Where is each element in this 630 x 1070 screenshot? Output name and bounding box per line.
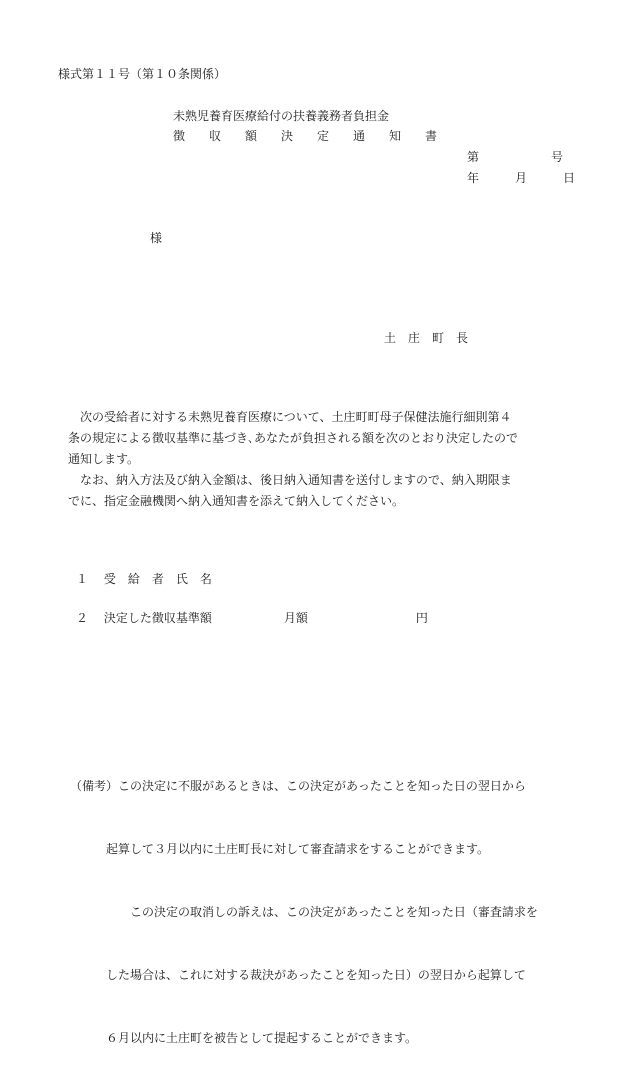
remarks-line: ６月以内に土庄町を被告として提起することができます。 [70, 1031, 418, 1045]
body-line: 条の規定による徴収基準に基づき､あなたが負担される額を次のとおり決定したので [68, 431, 519, 445]
recipient-honorific: 様 [150, 231, 163, 245]
item-collection-amount: ２ 決定した徴収基準額 月額 円 [76, 611, 428, 625]
document-date: 年 月 日 [467, 171, 576, 185]
body-line: 通知します。 [68, 452, 140, 466]
body-line: でに、指定金融機関へ納入通知書を添えて納入してください。 [68, 494, 405, 508]
notice-body [68, 407, 588, 512]
item-recipient-name: １ 受 給 者 氏 名 [76, 572, 212, 586]
document-title-line1: 未熟児養育医療給付の扶養義務者負担金 [173, 109, 390, 123]
document-number: 第 号 [467, 150, 564, 164]
remarks-line: （備考）この決定に不服があるときは、この決定があったことを知った日の翌日から [70, 779, 526, 793]
remarks-line: この決定の取消しの訴えは、この決定があったことを知った日（審査請求を [70, 905, 538, 919]
document-title-line2: 徴 収 額 決 定 通 知 書 [173, 129, 438, 143]
remarks-line: 起算して３月以内に土庄町長に対して審査請求をすることができます。 [70, 842, 490, 856]
body-line: なお、納入方法及び納入金額は、後日納入通知書を送付しますので、納入期限ま [68, 473, 512, 487]
remarks-line: した場合は、これに対する裁決があったことを知った日）の翌日から起算して [70, 968, 526, 982]
form-number: 様式第１１号（第１０条関係） [58, 67, 227, 81]
body-line: 次の受給者に対する未熟児養育医療について、土庄町町母子保健法施行細則第４ [68, 410, 512, 424]
issuer: 土 庄 町 長 [384, 331, 469, 345]
remarks [70, 734, 538, 1070]
